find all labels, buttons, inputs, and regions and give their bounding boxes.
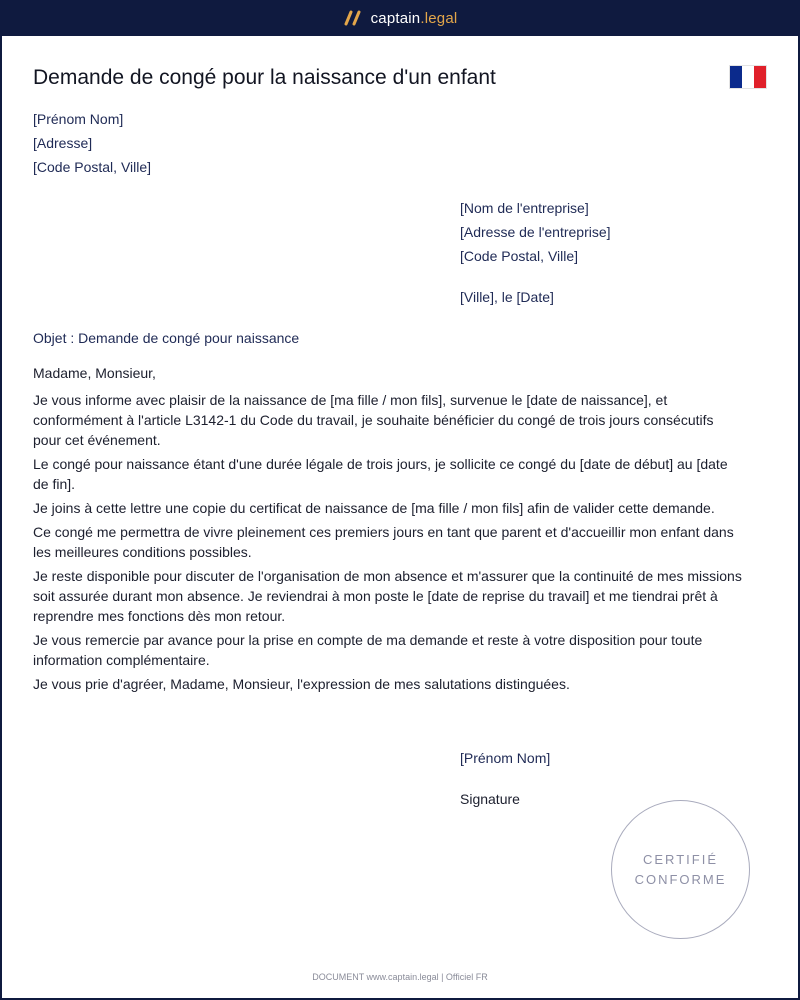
brand-tld: .legal bbox=[420, 9, 458, 27]
sender-name: [Prénom Nom] bbox=[33, 111, 124, 127]
stamp-line-1: CERTIFIÉ bbox=[643, 851, 718, 867]
header-bar bbox=[2, 0, 798, 36]
body-paragraph: Je vous prie d'agréer, Madame, Monsieur, l'expression de mes salutations distinguées. bbox=[33, 676, 570, 692]
sender-address: [Adresse] bbox=[33, 135, 93, 151]
certified-stamp bbox=[611, 800, 750, 939]
body-paragraph: Je reste disponible pour discuter de l'organisation de mon absence et m'assurer que la continuité de mes missions soit assurée durant mon absence. Je reviendrai à mon poste le [date de reprise du travail] et me tiendrai prêt à reprendre mes fonctions dès mon retour. bbox=[33, 568, 742, 624]
recipient-address: [Adresse de l'entreprise] bbox=[460, 224, 611, 240]
france-flag-icon bbox=[729, 65, 767, 89]
recipient-city: [Code Postal, Ville] bbox=[460, 248, 579, 264]
brand-name: captain bbox=[370, 9, 421, 27]
double-slash-logo-icon bbox=[343, 10, 363, 26]
document-title: Demande de congé pour la naissance d'un enfant bbox=[33, 66, 496, 89]
subject-line: Objet : Demande de congé pour naissance bbox=[33, 330, 300, 346]
letter-body bbox=[33, 390, 745, 698]
sender-city: [Code Postal, Ville] bbox=[33, 159, 152, 175]
place-date: [Ville], le [Date] bbox=[460, 289, 554, 305]
body-paragraph: Je vous remercie par avance pour la prise en compte de ma demande et reste à votre disposition pour toute information complémentaire. bbox=[33, 632, 703, 668]
stamp-line-2: CONFORME bbox=[634, 871, 727, 887]
signature-label: Signature bbox=[460, 791, 520, 807]
recipient-company: [Nom de l'entreprise] bbox=[460, 200, 589, 216]
body-paragraph: Je vous informe avec plaisir de la naissance de [ma fille / mon fils], survenue le [date de naissance], et conformément à l'article L3142-1 du Code du travail, je souhaite bénéficier du congé de trois jours consécutifs pour cet événement. bbox=[33, 392, 714, 448]
signoff-name: [Prénom Nom] bbox=[460, 750, 551, 766]
body-paragraph: Le congé pour naissance étant d'une durée légale de trois jours, je sollicite ce congé du [date de début] au [date de fin]. bbox=[33, 456, 728, 492]
brand-logo[interactable] bbox=[371, 10, 458, 27]
body-paragraph: Ce congé me permettra de vivre pleinement ces premiers jours en tant que parent et d'accueillir mon enfant dans les meilleures conditions possibles. bbox=[33, 524, 734, 560]
body-paragraph: Je joins à cette lettre une copie du certificat de naissance de [ma fille / mon fils] afin de valider cette demande. bbox=[33, 500, 715, 516]
salutation: Madame, Monsieur, bbox=[33, 365, 156, 381]
footer-text: DOCUMENT www.captain.legal | Officiel FR bbox=[312, 972, 488, 982]
